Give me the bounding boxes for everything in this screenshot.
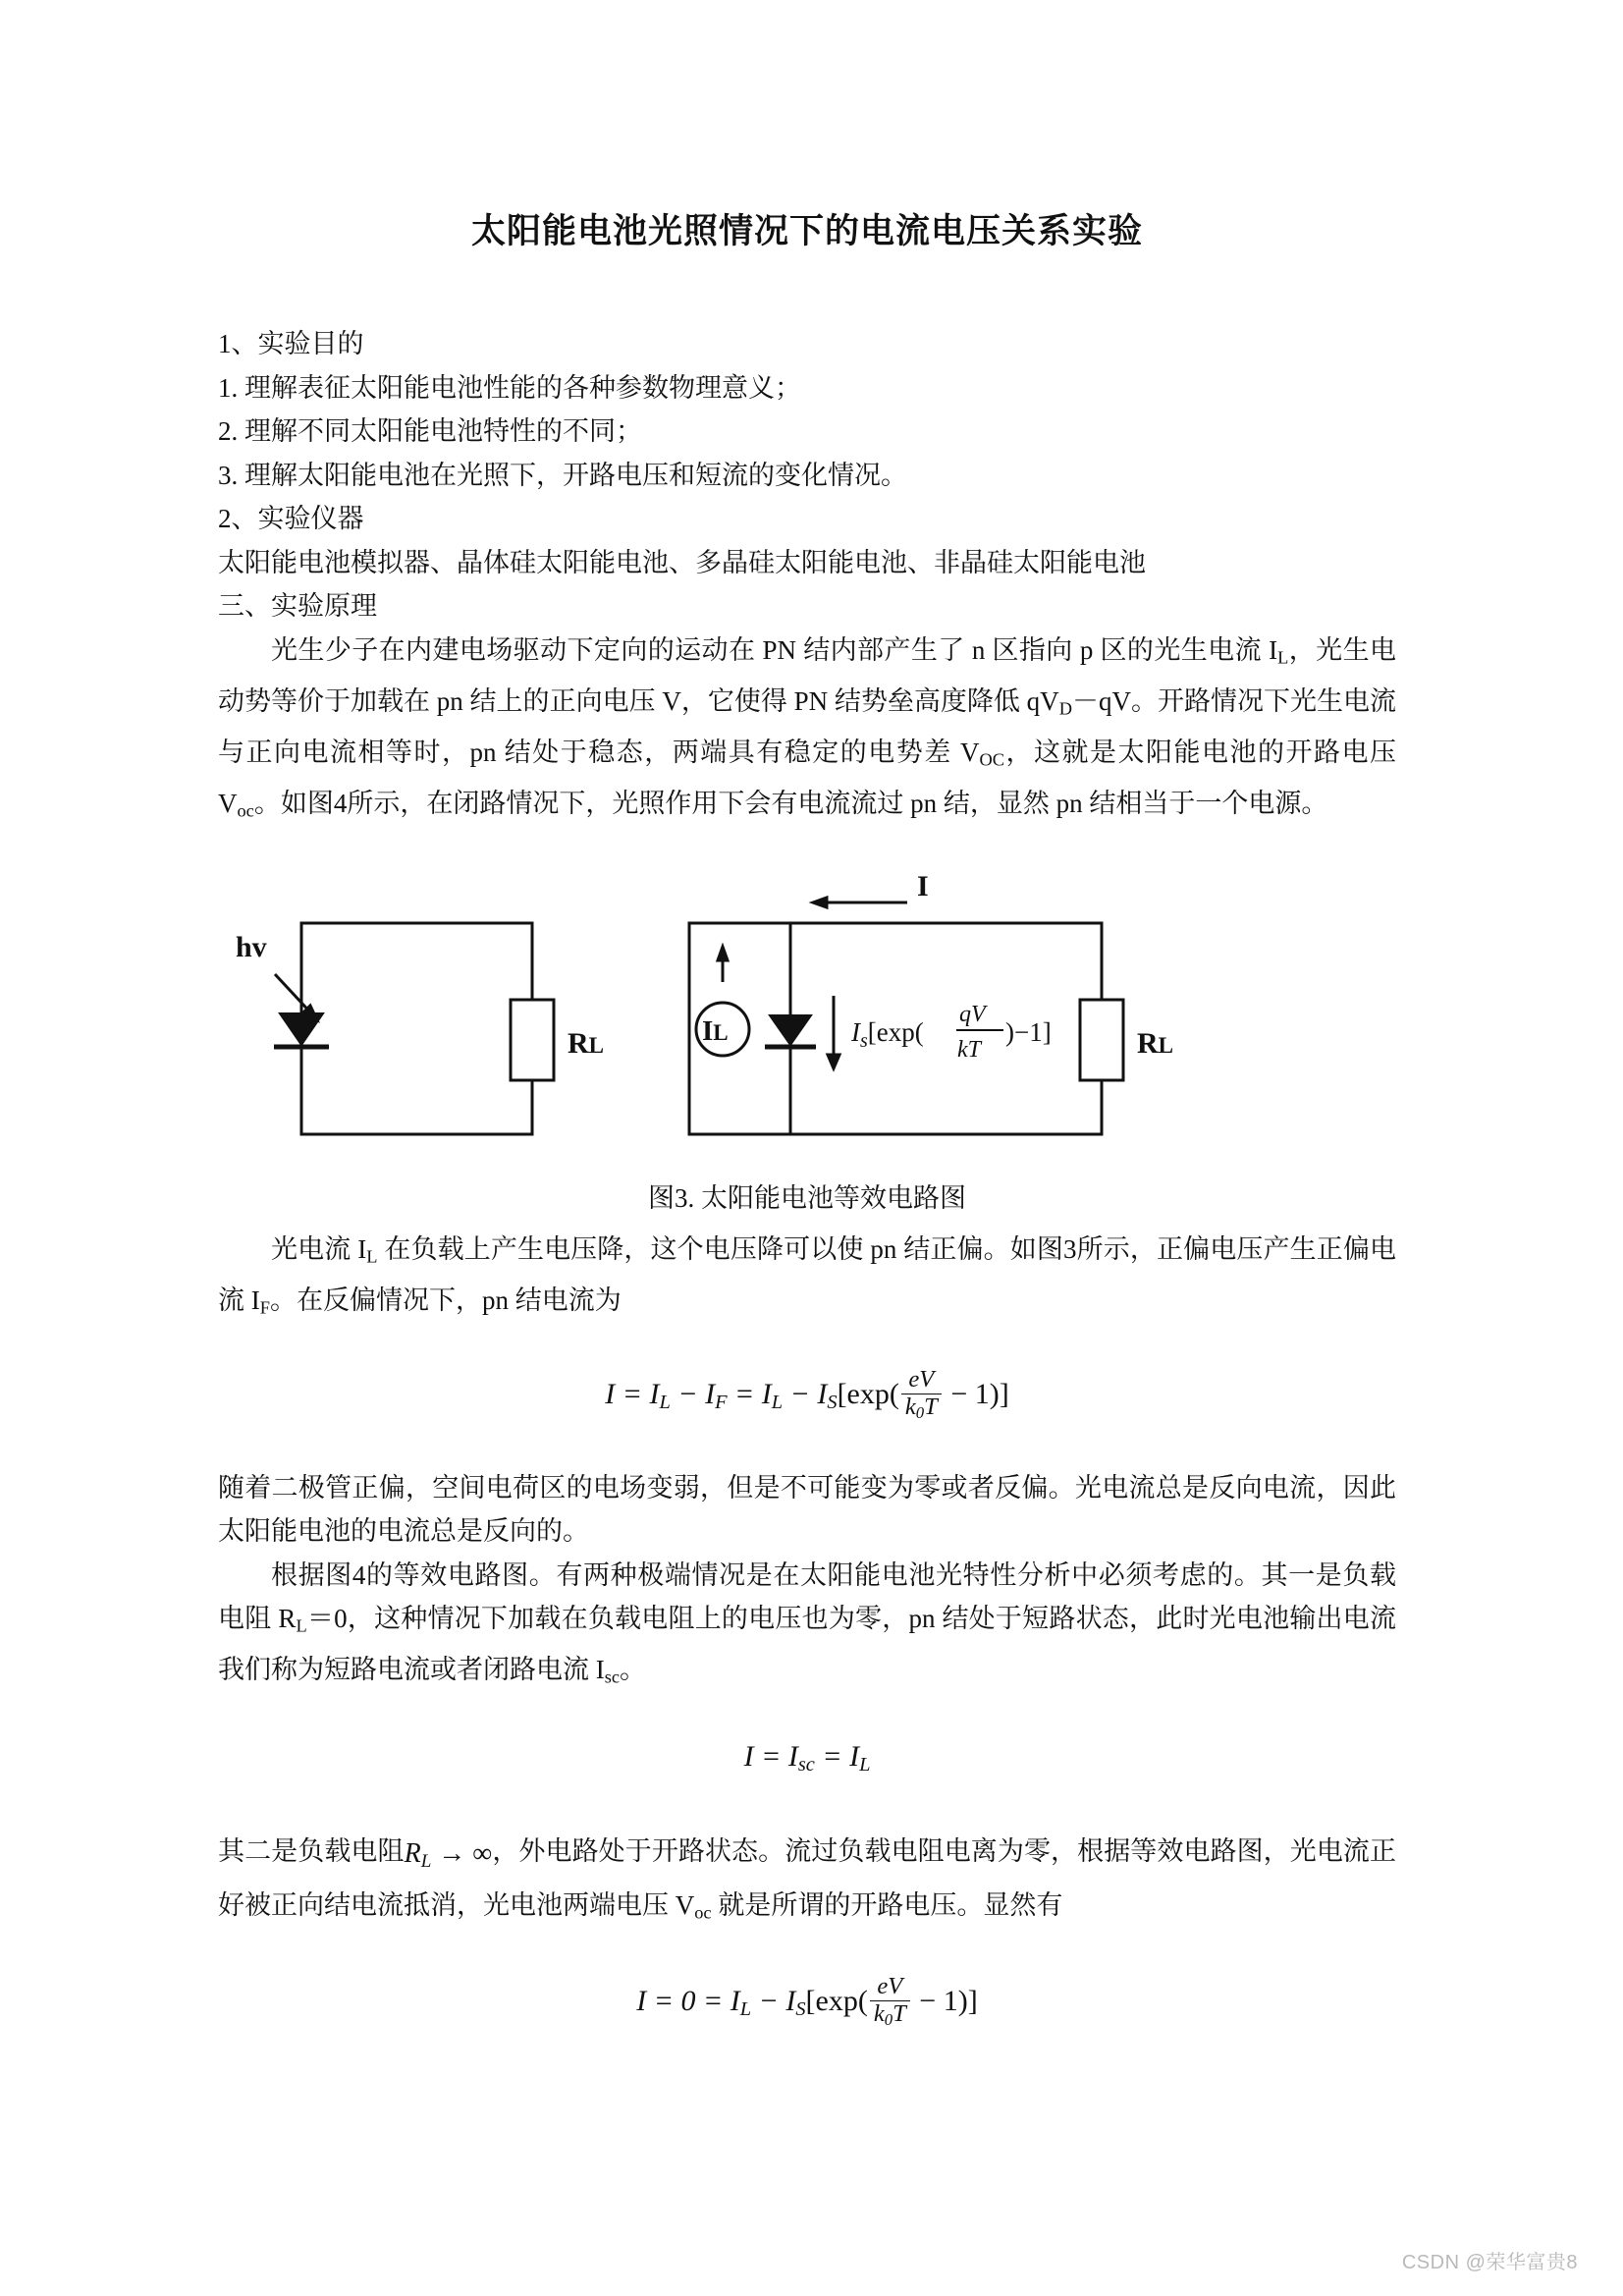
eq3-minus: − I: [751, 1985, 796, 2018]
p4-sub2: sc: [604, 1667, 621, 1687]
top-current-arrow: [813, 898, 907, 907]
eq1-den-t: T: [924, 1394, 938, 1421]
equation-2: [218, 1735, 1396, 1787]
document-body: [218, 322, 1396, 2032]
eq3-den: [870, 2000, 910, 2029]
left-load-resistor: [511, 1000, 554, 1080]
equivalent-diode-symbol: [765, 1015, 816, 1047]
p2-sub1: L: [366, 1246, 378, 1267]
diode-formula: [850, 1002, 1052, 1063]
eq3-sub-l: L: [739, 1998, 752, 2021]
eq2-sub-sc: sc: [797, 1753, 815, 1776]
current-source-label: IL: [702, 1014, 729, 1047]
eq1-sub-s: S: [827, 1392, 838, 1414]
current-source-arrow: [718, 947, 728, 982]
svg-text:Is[exp(: $I_s[\exp$(: [851, 1016, 924, 1052]
figure-equivalent-circuit: [218, 876, 1396, 1171]
svg-text:qV: qV: [959, 1001, 986, 1027]
section-heading-purpose: 1、实验目的: [218, 329, 364, 358]
principle-paragraph-5: [218, 1830, 1396, 1935]
eq3-den-0: 0: [884, 2010, 893, 2030]
svg-text:kT: kT: [957, 1036, 981, 1063]
right-resistor-label: RL: [1137, 1026, 1174, 1060]
purpose-item-2: 2. 理解不同太阳能电池特性的不同；: [218, 416, 642, 446]
eq1-den-0: 0: [915, 1403, 925, 1423]
diode-current-arrow: [828, 996, 839, 1068]
p1-part2: ，光生电动势等价于加载在 pn 结上的正向电压 V，它使得 PN 结势垒高度降低 qV: [218, 634, 1396, 716]
p5-part3: 就是所谓的开路电压。显然有: [711, 1890, 1063, 1921]
eq1-eq2: = I: [727, 1378, 772, 1411]
eq1-den-k: k: [904, 1394, 916, 1421]
p5-inline-equation: [405, 1832, 493, 1884]
p5-part1: 其二是负载电阻: [218, 1836, 405, 1867]
p4-part2: ＝0，这种情况下加载在负载电阻上的电压也为零，pn 结处于短路状态，此时光电池输出电流我们称为短路电流或者闭路电流 I: [218, 1604, 1397, 1685]
eq1-lhs: I = I: [605, 1378, 660, 1411]
p1-part5: 。如图4所示，在闭路情况下，光照作用下会有电流流过 pn 结，显然 pn 结相当于一个电源。: [253, 788, 1328, 818]
p1-sub3: OC: [979, 749, 1005, 770]
eq3-tail: − 1)]: [911, 1985, 978, 2018]
principle-paragraph-1: [218, 629, 1396, 833]
eq1-tail: − 1)]: [943, 1378, 1009, 1411]
figure-caption: 图3. 太阳能电池等效电路图: [648, 1182, 966, 1213]
section-heading-principle: 三、实验原理: [218, 591, 377, 621]
eq1-minus: − I: [783, 1378, 828, 1411]
left-circuit-loop: [301, 923, 532, 1134]
eq2-lhs: I = I: [743, 1739, 798, 1773]
principle-paragraph-3: 随着二极管正偏，空间电荷区的电场变弱，但是不可能变为零或者反偏。光电流总是反向电流，因此太阳能电池的电流总是反向的。: [218, 1472, 1396, 1547]
section-heading-instruments: 2、实验仪器: [218, 504, 364, 533]
circuit-diagram-svg: [218, 876, 1396, 1171]
instrument-list: 太阳能电池模拟器、晶体硅太阳能电池、多晶硅太阳能电池、非晶硅太阳能电池: [218, 547, 1146, 577]
p4-part1: 根据图4的等效电路图。有两种极端情况是在太阳能电池光特性分析中必须考虑的。其一是负载电阻 R: [218, 1559, 1396, 1634]
p5-sub1: oc: [694, 1902, 712, 1923]
eq2-mid: = I: [814, 1739, 860, 1773]
eq3-den-k: k: [873, 1999, 885, 2027]
p2-sub2: F: [259, 1297, 270, 1318]
eq1-fraction: [901, 1367, 942, 1422]
eq1-sub-f: F: [715, 1392, 728, 1414]
p5-inline-r-sub: L: [420, 1850, 432, 1872]
p1-part3: －qV。开路情况下光生电流与正向电流相等时，pn 结处于稳态，两端具有稳定的电势差 V: [218, 685, 1397, 767]
eq1-sub-l1: L: [659, 1392, 671, 1414]
eq3-num: eV: [877, 1973, 903, 2000]
eq3-lhs: I = 0 = I: [636, 1985, 740, 2018]
equation-1: [218, 1366, 1396, 1424]
purpose-item-3: 3. 理解太阳能电池在光照下，开路电压和短流的变化情况。: [218, 460, 907, 490]
eq1-sub-l2: L: [771, 1392, 784, 1414]
left-resistor-label: RL: [568, 1026, 605, 1060]
eq1-den: [901, 1394, 942, 1422]
p5-inline-r: R: [404, 1838, 421, 1870]
principle-paragraph-4: [218, 1554, 1396, 1700]
photodiode-symbol: [274, 1013, 329, 1047]
svg-text:)−1]: )−1]: [1005, 1016, 1052, 1047]
eq1-mid: − I: [670, 1378, 716, 1411]
p2-part3: 。在反偏情况下，pn 结电流为: [269, 1285, 622, 1316]
p4-sub1: L: [296, 1615, 307, 1636]
p2-part2: 在负载上产生电压降，这个电压降可以使 pn 结正偏。如图3所示，正偏电压产生正偏电流 I: [218, 1234, 1396, 1316]
p2-part1: 光电流 I: [271, 1234, 367, 1265]
p1-sub2: D: [1058, 698, 1072, 719]
csdn-watermark: CSDN @荣华富贵8: [1401, 2252, 1578, 2273]
eq3-bracket-open: [exp(: [805, 1985, 868, 2018]
eq1-num: eV: [908, 1366, 935, 1394]
p1-sub1: L: [1277, 647, 1289, 668]
right-load-resistor: [1080, 1000, 1123, 1080]
p4-part3: 。: [620, 1655, 647, 1685]
page-title: 太阳能电池光照情况下的电流电压关系实验: [470, 212, 1143, 250]
eq3-den-t: T: [893, 1999, 906, 2027]
current-arrow-label: I: [917, 875, 929, 902]
p1-part1: 光生少子在内建电场驱动下定向的运动在 PN 结内部产生了 n 区指向 p 区的光生电流 I: [271, 634, 1278, 665]
eq3-fraction: [870, 1974, 910, 2029]
eq1-bracket-open: [exp(: [837, 1378, 899, 1411]
purpose-item-1: 1. 理解表征太阳能电池性能的各种参数物理意义；: [218, 372, 801, 403]
hv-label: hv: [236, 930, 267, 963]
principle-paragraph-2: [218, 1228, 1396, 1330]
eq2-sub-l: L: [859, 1753, 871, 1776]
document-content: [218, 0, 1396, 2032]
p5-inline-arrow: → ∞: [431, 1838, 493, 1870]
p1-part4: ，这就是太阳能电池的开路电压 V: [218, 737, 1397, 818]
eq3-sub-s: S: [795, 1998, 806, 2021]
p5-part2: ，外电路处于开路状态。流过负载电阻电离为零，根据等效电路图，光电流正好被正向结电流抵消，光电池两端电压 V: [218, 1836, 1397, 1921]
p1-sub4: oc: [237, 800, 254, 821]
equation-3: [218, 1973, 1396, 2031]
